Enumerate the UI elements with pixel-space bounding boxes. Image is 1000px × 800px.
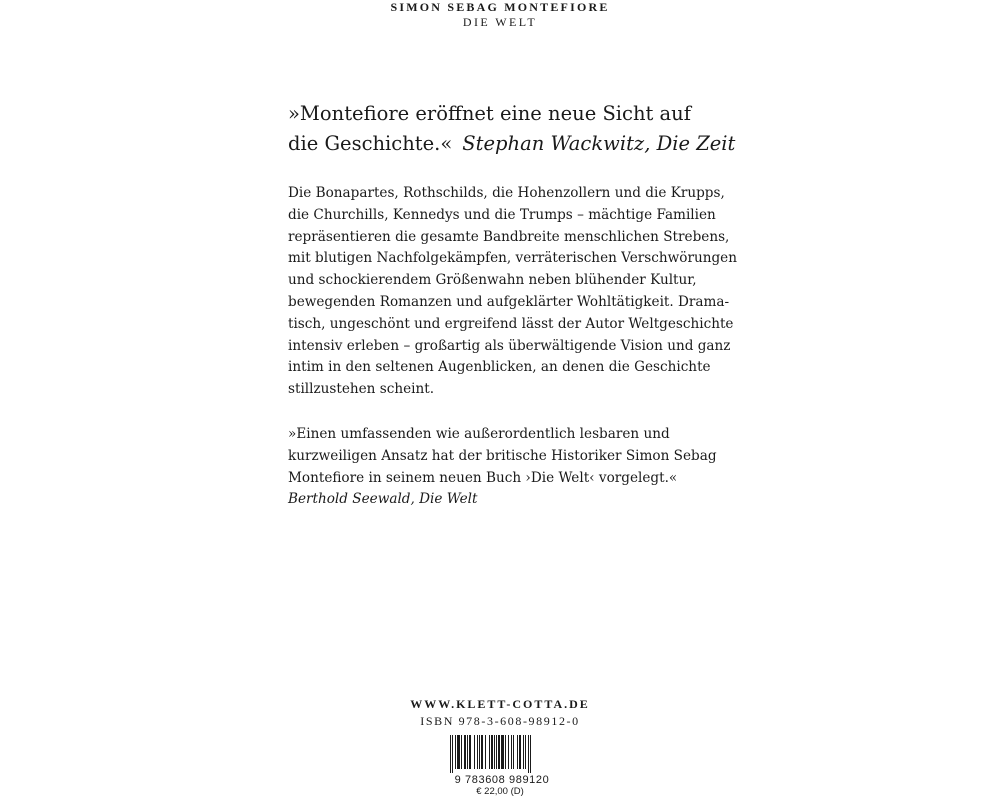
barcode-bar — [477, 735, 478, 769]
blurb-line: bewegenden Romanzen und aufgeklärter Wohltätigkeit. Drama- — [288, 293, 730, 310]
barcode-bar — [519, 735, 521, 769]
barcode-bar — [485, 735, 486, 769]
review-quote-line: »Einen umfassenden wie außerordentlich lesbaren und — [288, 426, 670, 442]
barcode-bar — [523, 735, 524, 769]
blurb-line: intim in den seltenen Augenblicken, an denen die Geschichte — [288, 359, 711, 376]
barcode-bar — [450, 735, 451, 773]
book-title: DIE WELT — [462, 15, 538, 29]
barcode-bar — [496, 735, 497, 769]
barcode-bar — [517, 735, 518, 769]
barcode-bar — [489, 735, 490, 769]
barcode-bar — [491, 735, 493, 769]
blurb-line: tisch, ungeschönt und ergreifend lässt der Autor Weltgeschichte — [288, 315, 734, 332]
barcode-bar — [467, 735, 468, 769]
barcode-bar — [498, 735, 500, 769]
barcode-digits: 9 783608 989120 — [454, 774, 550, 785]
blurb-line: die Churchills, Kennedys und die Trumps – mächtige Familien — [288, 206, 716, 223]
blurb-paragraph — [288, 183, 737, 401]
barcode-bar — [455, 735, 456, 769]
isbn-number: ISBN 978-3-608-98912-0 — [420, 714, 580, 728]
review-quote-line: Montefiore in seinem neuen Buch ›Die Welt‹ vorgelegt.« — [288, 469, 678, 486]
barcode-bar — [479, 735, 480, 769]
barcode-bar — [464, 735, 466, 769]
price-label: € 22,00 (D) — [476, 786, 524, 797]
review-quote — [288, 424, 718, 511]
barcode-bar — [494, 735, 495, 769]
lead-quote-citation: Stephan Wackwitz, Die Zeit — [462, 132, 736, 155]
review-quote-citation: Berthold Seewald, Die Welt — [288, 491, 478, 508]
back-cover-header — [0, 0, 1000, 30]
barcode-bar — [457, 735, 460, 769]
barcode-bar — [525, 735, 526, 769]
blurb-line: repräsentieren die gesamte Bandbreite menschlichen Strebens, — [288, 228, 730, 245]
review-quote-line: kurzweiligen Ansatz hat der britische Historiker Simon Sebag — [288, 447, 717, 464]
lead-quote-text-end: die Geschichte.« — [288, 132, 453, 155]
blurb-line: und schockierendem Größenwahn neben blühender Kultur, — [288, 272, 697, 289]
blurb-line: intensiv erleben – großartig als überwältigende Vision und ganz — [288, 337, 731, 354]
publisher-footer — [0, 697, 1000, 729]
barcode-bar — [452, 735, 453, 773]
barcode — [439, 733, 565, 785]
lead-quote-line-1: »Montefiore eröffnet eine neue Sicht auf — [288, 102, 691, 125]
barcode-bars — [450, 735, 531, 773]
barcode-bar — [505, 735, 506, 769]
lead-quote-line-2 — [288, 129, 736, 159]
blurb-line: mit blutigen Nachfolgekämpfen, verräterischen Verschwörungen — [288, 250, 737, 267]
barcode-bar — [530, 735, 531, 773]
lead-quote — [288, 99, 736, 159]
barcode-bar — [528, 735, 529, 773]
barcode-bar — [481, 735, 483, 769]
barcode-bar — [461, 735, 462, 769]
author-name: SIMON SEBAG MONTEFIORE — [390, 0, 610, 14]
barcode-bar — [474, 735, 475, 769]
blurb-line: stillzustehen scheint. — [288, 381, 435, 398]
barcode-bar — [469, 735, 471, 769]
barcode-bar — [501, 735, 504, 769]
barcode-bar — [513, 735, 514, 769]
blurb-line: Die Bonapartes, Rothschilds, die Hohenzollern und die Krupps, — [288, 185, 725, 201]
publisher-website: WWW.KLETT-COTTA.DE — [410, 697, 590, 711]
barcode-bar — [508, 735, 509, 769]
barcode-bar — [511, 735, 512, 769]
